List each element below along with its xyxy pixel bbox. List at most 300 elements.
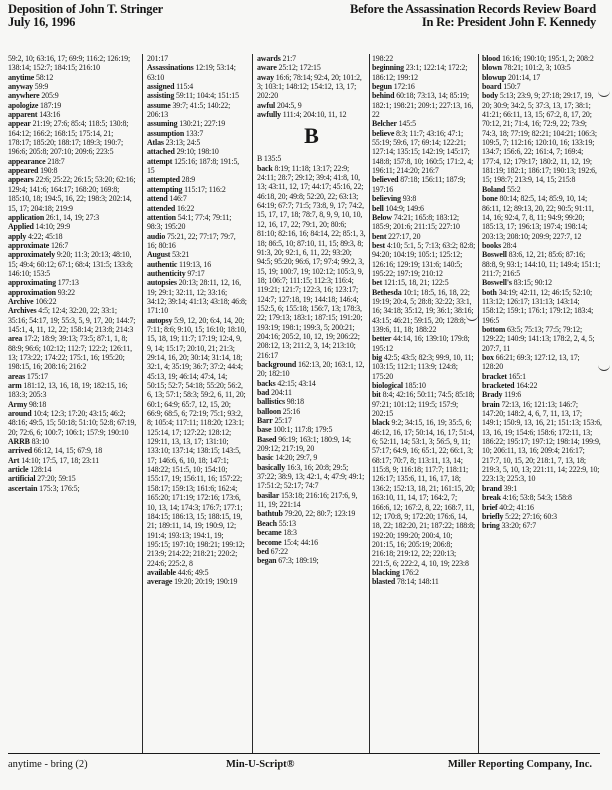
header-right — [350, 3, 596, 29]
page-line-refs: 9:2; 34:15, 16, 19; 35:5, 6; 46:12, 16, 17; 50:14, 16, 17; 51:4, 6; 52:11, 14; 53:1, 3; 56:5, 9, 11; 57:17; 64:9, 16; 65:1, 22; 66:1, 3; 68:17; 70:7, 8; 113:11, 13, 14; 115:8, 9; 116:18; 117:7; 118:11; 126:17; 135:6, 11, 16, 17, 18; 136:2; 152:13, 18, 21; 161:15, 20; 163:10, 11, 14, 17; 164:2, 7; 166:6, 12; 167:2, 8, 22; 168:7, 11, 12; 170:8, 9; 172:20; 176:6, 14, 18, 22; 182:20, 21; 187:22; 188:8; 192:20; 199:20; 200:4, 10; 201:15, 16; 205:19; 206:8; 216:18; 219:12, 22; 220:13; 221:5, 6; 222:2, 4, 10, 19; 223:8 — [372, 418, 475, 568]
page-line-refs: 97:17 — [187, 268, 205, 278]
index-entry — [147, 316, 247, 568]
page-line-refs: 22:6; 25:22; 26:15; 53:20; 62:16; 129:4; 141:6; 164:17; 168:20; 169:8; 185:10, 18; 194:5, 16, 22; 198:3; 202:14, 15, 17; 204:18; 219:9 — [8, 175, 136, 213]
index-entry — [8, 456, 137, 465]
proceeding-title: Before the Assassination Records Review Board — [350, 2, 596, 16]
index-term: brief — [482, 502, 498, 512]
index-term: attempt — [147, 156, 173, 166]
index-term: anyway — [8, 82, 33, 92]
index-entry — [147, 147, 247, 156]
index-term: average — [147, 577, 173, 587]
page-line-refs: 198:22 — [372, 54, 394, 63]
page-line-refs: 25:16 — [282, 406, 301, 416]
index-term: appearance — [8, 156, 46, 166]
page-line-refs: 10:4; 12:3; 17:20; 43:15; 46:2; 48:16; 49:5, 15; 50:18; 51:10; 52:8; 67:19, 20; 72:6, 6; 100:7; 106:1; 157:9; 190:10 — [8, 409, 137, 437]
index-entry — [482, 73, 602, 82]
page-line-refs: 204:5, 9 — [276, 100, 302, 110]
index-term: application — [8, 212, 45, 222]
page-line-refs: 75:21, 22; 77:17; 79:7, 16; 80:16 — [147, 231, 236, 250]
page-line-refs: 12:19; 53:14; 63:10 — [147, 63, 236, 82]
page-line-refs: 42:5; 43:5; 82:3; 99:9, 10, 11; 103:15; 112:1; 113:9; 124:8; 175:20 — [372, 353, 474, 381]
page-line-refs: 130:21; 227:19 — [179, 119, 226, 129]
index-entry — [482, 250, 602, 278]
case-title: In Re: President John F. Kennedy — [421, 15, 596, 29]
index-term: assigned — [147, 82, 175, 92]
page-line-refs: 67:22 — [270, 546, 288, 556]
index-entry — [8, 157, 137, 166]
page-line-refs: 16:16; 190:10; 195:1, 2; 208:2 — [501, 54, 594, 63]
index-term: blowup — [482, 72, 507, 82]
index-entry — [372, 194, 476, 203]
index-term: bet — [372, 278, 383, 288]
page-line-refs: 201:17 — [147, 54, 169, 63]
page-line-refs: 21:19; 27:6; 85:4; 118:5; 130:8; 164:12; 166:2; 168:15; 175:14, 21; 178:17; 185:20; 188:17; 189:3; 190:7; 196:6; 205:8; 207:10; 209:6; 223:5 — [8, 119, 129, 157]
page-line-refs: 177:13 — [57, 278, 79, 288]
page-line-refs: 23:13; 24:5 — [165, 138, 201, 148]
index-term: assuming — [147, 119, 178, 129]
index-entry — [372, 568, 476, 577]
page-line-refs: 128:14 — [30, 465, 52, 475]
column-divider — [252, 54, 253, 754]
page-line-refs: 67:3; 189:19; — [278, 556, 319, 566]
page-line-refs: 14:10; 29:9 — [35, 222, 71, 232]
index-term: become — [257, 537, 282, 547]
index-term: bell — [372, 203, 384, 213]
index-term: believed — [372, 175, 399, 185]
index-entry — [482, 63, 602, 72]
index-entry — [482, 521, 602, 530]
index-entry — [257, 556, 366, 565]
page-line-refs: 5:13; 23:9, 9; 27:18; 29:17, 19, 20; 30:9; 34:2, 5; 37:3, 13, 17; 38:1; 41:21; 66:11, 13, 15; 67:2, 8, 17, 20; 70:12, 21; 71:4, 16; 72:9, 22; 73:9; 74:3, 18; 77:19; 82:21; 104:21; 106:3; 109:5, 7; 112:16; 120:10, 16; 133:19; 134:7; 156:6, 22; 161:4, 7; 169:4; 177:4, 12; 179:17; 180:2, 11, 12, 19; 181:19; 182:1; 186:17; 190:13; 192:6, 15; 198:7; 213:9, 14, 15; 215:8 — [482, 91, 597, 185]
reporting-company: Miller Reporting Company, Inc. — [447, 759, 592, 770]
index-entry — [147, 278, 247, 315]
page-line-refs: 165:1 — [508, 371, 526, 381]
index-term: believing — [372, 194, 401, 204]
page-line-refs: 16:22 — [177, 203, 195, 213]
index-term: apologize — [8, 100, 39, 110]
index-term: bone — [482, 194, 498, 204]
index-term: appeared — [8, 166, 39, 176]
page-line-refs: 60:18; 73:13, 14; 85:19; 182:1; 198:21; 209:1; 227:13, 16, 22 — [372, 91, 474, 120]
index-term: Boswell — [482, 250, 507, 260]
index-entry — [257, 63, 366, 72]
index-term: Army — [8, 399, 28, 409]
page-line-refs: 26:1, 14, 19; 27:3 — [45, 212, 100, 222]
index-entry — [8, 437, 137, 446]
index-entry — [147, 260, 247, 269]
index-entry — [372, 119, 476, 128]
index-entry — [257, 110, 366, 119]
page-line-refs: 74:21; 165:8; 183:12; 185:9; 201:6; 211:15; 227:10 — [372, 212, 460, 232]
index-term: around — [8, 409, 32, 419]
index-term: break — [482, 493, 501, 503]
index-term: authenticity — [147, 268, 186, 278]
page-line-refs: 4:10; 5:1, 5; 7:13; 63:2; 82:8; 94:20; 104:19; 105:1; 125:12; 126:16; 129:19; 131:6; 140:5; 195:22; 197:19; 210:12 — [372, 240, 476, 278]
page-line-refs: 20:13; 28:11, 12, 16, 19; 29:1; 32:11, 12; 33:16; 34:12; 39:14; 41:13; 43:18; 46:8; 171:10 — [147, 278, 247, 316]
index-term: anytime — [8, 72, 35, 82]
index-entry — [8, 241, 137, 250]
index-entry — [482, 185, 602, 194]
page-line-refs: 9:20; 11:3; 20:13; 48:10, 15; 49:4; 60:12; 67:1; 68:4; 131:5; 133:8; 146:10; 153:5 — [8, 250, 133, 278]
index-entry — [8, 119, 137, 156]
index-term: apparent — [8, 110, 38, 120]
index-term: anywhere — [8, 91, 40, 101]
page-line-refs: 153:18; 216:16; 217:6, 9, 11, 19; 221:14 — [257, 490, 358, 510]
index-entry — [482, 372, 602, 381]
index-term: brand — [482, 483, 502, 493]
index-term: August — [147, 250, 171, 260]
page-line-refs: 172:16 — [393, 82, 415, 92]
index-term: background — [257, 359, 297, 369]
page-line-refs: 40:2; 41:16 — [499, 502, 534, 512]
index-term: appear — [8, 119, 31, 129]
page-line-refs: 119:13, 16 — [179, 259, 212, 269]
index-entry — [257, 73, 366, 101]
index-entry — [257, 54, 366, 63]
index-entry — [147, 101, 247, 120]
index-term: approximate — [8, 240, 50, 250]
index-term: assisting — [147, 91, 175, 101]
page-line-refs: 143:16 — [39, 110, 61, 120]
index-entry — [8, 278, 137, 287]
page-line-refs: 66:21; 69:3; 127:12, 13, 17; 128:20 — [482, 353, 580, 372]
index-term: arm — [8, 381, 22, 391]
index-entry — [482, 484, 602, 493]
page-line-refs: 63:5; 75:13; 77:5; 79:12; 129:22; 140:9; 141:13; 178:2, 2, 4, 5; 207:7, 11 — [482, 324, 595, 353]
page-line-refs: 162:13, 20; 163:1, 12, 20; 182:10 — [257, 359, 365, 379]
index-term: Barr — [257, 416, 273, 426]
page-line-refs: 115:17; 116:2 — [184, 184, 226, 194]
page-line-refs: 111:4; 204:10, 11, 12 — [282, 110, 347, 120]
index-term: best — [372, 240, 385, 250]
page-line-refs: 8:4; 42:16; 50:11; 74:5; 85:18; 97:21; 101:12; 119:5; 157:9; 202:15 — [372, 390, 475, 419]
page-range: anytime - bring (2) — [8, 759, 88, 770]
index-term: back — [257, 163, 273, 173]
index-entry — [257, 425, 366, 434]
index-entry — [8, 101, 137, 110]
index-entry — [482, 353, 602, 372]
page-line-refs: 96:19; 163:1; 180:9, 14; 209:12; 217:19, 20 — [257, 434, 351, 454]
index-entry — [8, 465, 137, 474]
index-entry — [482, 503, 602, 512]
index-entry — [482, 278, 602, 287]
page-line-refs: 164:22 — [516, 381, 538, 391]
page-line-refs: 5:9, 12, 20; 6:4, 14, 20; 7:11; 8:6; 9:10, 15; 16:10; 18:10, 15, 18, 19; 11:7; 17:19; 12:4, 9, 9, 14; 15:17; 20:10, 21; 21:3; 29:14, 16, 20; 30:14; 31:14, 18; 32:1, 4; 35:19; 36:7; 37:2; 44:4; 45:13, 19; 46:14; 47:4, 14; 50:15; 52:7; 54:18; 55:20; 56:2, 6, 13; 57:1; 58:3; 59:2, 6, 11, 20; 60:1; 64:9; 65:7, 12, 15, 20; 66:9; 68:5, 6; 72:19; 75:1; 93:2, 8; 105:4; 117:11; 118:20; 123:1; 125:14, 17; 127:22; 128:12; 129:11, 13, 13, 17; 131:10; 133:10; 137:14; 138:15; 143:5, 17; 146:6, 6, 10, 18; 147:1; 148:22; 151:5, 10; 154:10; 155:17, 19; 156:11, 16; 157:22; 158:17; 159:13; 161:6; 162:4; 165:20; 171:19; 172:16; 173:6, 10, 13, 14; 174:3; 176:7; 177:1; 184:15; 186:13, 15; 188:15, 19, 21; 189:11, 14, 19; 190:9, 12; 191:4; 193:13; 194:1, 19; 195:15; 197:10; 198:21; 199:12; 213:9; 214:22; 218:21; 220:2; 224:6; 225:2, 8 — [147, 315, 247, 568]
index-entry — [372, 204, 476, 213]
index-entry — [482, 400, 602, 484]
column-divider — [369, 54, 370, 754]
page-line-refs: 133:7 — [185, 128, 204, 138]
index-term: basic — [257, 453, 274, 463]
page-line-refs: 145:5 — [398, 119, 416, 129]
page-line-refs: 4:16; 53:8; 54:3; 158:8 — [502, 493, 572, 503]
index-entry — [8, 288, 137, 297]
index-term: basilar — [257, 490, 280, 500]
page-line-refs: 187:19 — [40, 100, 62, 110]
index-entry — [372, 278, 476, 287]
index-term: beginning — [372, 63, 404, 73]
index-entry — [147, 119, 247, 128]
index-term: brain — [482, 399, 500, 409]
index-entry — [257, 453, 366, 462]
page-line-refs: 8:3; 11:7; 43:16; 47:1; 55:19; 59:6, 17; 69:14; 122:21; 127:14; 135:15; 142:19; 145:17; 148:8; 157:8, 10; 160:5; 171:2, 4; 196:11; 214:20; 216:7 — [372, 128, 474, 176]
page-line-refs: 33:20; 67:7 — [501, 521, 537, 531]
index-term: blown — [482, 63, 502, 73]
index-entry — [147, 91, 247, 100]
index-entry — [372, 54, 476, 63]
index-term: attended — [147, 203, 176, 213]
index-term: begun — [372, 82, 392, 92]
index-term: ballistics — [257, 397, 285, 407]
page-line-refs: 146:7 — [169, 194, 187, 204]
index-entry — [372, 288, 476, 335]
index-entry — [372, 129, 476, 176]
index-term: bent — [372, 231, 387, 241]
index-entry — [257, 519, 366, 528]
page-line-refs: 83:10 — [31, 437, 49, 447]
section-letter: B — [304, 123, 319, 149]
index-entry — [372, 418, 476, 568]
index-entry — [257, 388, 366, 397]
page-line-refs: 66:12, 14, 15; 67:9, 18 — [33, 446, 102, 456]
page-line-refs: 150:7 — [503, 82, 521, 92]
index-term: behind — [372, 91, 395, 101]
index-entry — [8, 82, 137, 91]
page-line-refs: 54:1; 77:4; 79:11; 98:3; 195:20 — [147, 212, 232, 232]
page-line-refs: 205:9 — [41, 91, 59, 101]
index-term: away — [257, 72, 274, 82]
index-entry — [482, 381, 602, 390]
index-column-3 — [257, 54, 366, 752]
page-line-refs: 227:17, 20 — [388, 231, 421, 241]
page-line-refs: 58:12 — [35, 72, 54, 82]
index-term: appears — [8, 175, 34, 185]
page-line-refs: 55:13 — [278, 518, 296, 528]
page-line-refs: B 135:5 — [257, 154, 282, 164]
index-entry — [482, 241, 602, 250]
index-entry — [8, 91, 137, 100]
index-term: autopsy — [147, 315, 173, 325]
index-entry — [372, 91, 476, 119]
index-term: backs — [257, 378, 276, 388]
page-line-refs: 25:17 — [274, 416, 292, 426]
index-term: became — [257, 528, 282, 538]
page-line-refs: 80:14; 82:5, 14; 85:9, 10, 14; 86:11, 12; 89:13, 20, 22; 90:5; 91:11, 14, 16; 92:4, 7, 8, 11; 94:9; 99:20; 185:13, 17; 196:13; 197:4; 198:14; 203:13; 208:10; 209:9; 227:7, 12 — [482, 194, 594, 241]
index-term: began — [257, 556, 277, 566]
index-entry — [482, 493, 602, 502]
page-line-refs: 72:13, 16; 121:13; 146:7; 147:20; 148:2, 4, 6, 7, 11, 13, 17; 149:1; 150:9, 13, 16, 21; 151:13; 153:6, 13, 16, 19; 154:6; 158:6; 172:11, 13; 186:22; 195:17; 197:12; 198:14; 199:9, 10; 206:11, 13, 16; 209:4; 216:17; 217:7, 10, 15, 20; 218:1, 7, 13, 18; 219:3, 5, 10, 13; 221:11, 14; 222:9, 10; 223:13; 225:3, 10 — [482, 399, 602, 484]
header-left — [8, 3, 208, 29]
page-line-refs: 5:22; 27:16; 60:3 — [505, 511, 557, 521]
index-term: Boswell's — [482, 278, 512, 288]
page-line-refs: 185:10 — [404, 381, 426, 391]
index-entry — [372, 577, 476, 586]
index-entry — [147, 204, 247, 213]
index-entry — [8, 73, 137, 82]
page-line-refs: 121:15, 18, 21; 122:5 — [383, 278, 449, 288]
index-entry — [372, 232, 476, 241]
page-line-refs: 34:19; 42:11, 12; 46:15; 52:10; 113:12; 126:17; 131:13; 143:14; 158:12; 159:1; 176:1; 179:12; 183:4; 196:5 — [482, 287, 594, 325]
page-line-refs: 78:14; 148:11 — [396, 577, 439, 587]
index-entry — [257, 435, 366, 454]
index-term: bed — [257, 546, 269, 556]
index-entry — [8, 306, 137, 334]
page-line-refs: 55:2 — [507, 184, 521, 194]
index-entry — [257, 528, 366, 537]
index-entry — [147, 138, 247, 147]
page-line-refs: 218:7 — [47, 156, 65, 166]
index-term: audio — [147, 231, 166, 241]
page-line-refs: 119:6 — [504, 390, 522, 400]
index-entry — [8, 232, 137, 241]
index-term: Archives — [8, 306, 37, 316]
index-entry — [147, 175, 247, 184]
index-term: attention — [147, 212, 176, 222]
index-term: Art — [8, 455, 20, 465]
page-line-refs: 15:4; 44:16 — [283, 537, 318, 547]
index-term: ascertain — [8, 483, 38, 493]
page-line-refs: 115:4 — [176, 82, 194, 92]
page-line-refs: 59:9 — [34, 82, 49, 92]
index-term: authentic — [147, 259, 178, 269]
index-entry — [8, 409, 137, 437]
index-entry — [8, 222, 137, 231]
index-entry — [147, 185, 247, 194]
index-entry — [8, 381, 137, 400]
index-entry — [147, 157, 247, 176]
index-term: apply — [8, 231, 27, 241]
index-entry — [482, 512, 602, 521]
page-line-refs: 28:9 — [181, 175, 196, 185]
index-term: Bethesda — [372, 287, 402, 297]
index-entry — [257, 491, 366, 510]
index-term: Archive — [8, 296, 34, 306]
page-line-refs: 100:1; 117:8; 179:5 — [273, 425, 333, 435]
index-term: attend — [147, 194, 168, 204]
page-line-refs: 14:20; 29:7, 9 — [275, 453, 318, 463]
index-entry — [147, 213, 247, 232]
page-line-refs: 98:18 — [286, 397, 304, 407]
page-line-refs: 16:6; 78:14; 92:4, 20; 101:2, 3; 103:1; 148:12; 154:12, 13, 17; 202:20 — [257, 72, 362, 101]
page-line-refs: 19:20; 20:19; 190:19 — [174, 577, 238, 587]
page-line-refs: 4:5; 12:4; 32:20, 22; 33:1; 35:16; 54:17, 19; 55:3, 5, 9, 17, 20; 144:7; 145:1, 4, 11, 12, 22; 158:14; 213:8; 214:3 — [8, 306, 136, 334]
page-line-refs: 18:3 — [283, 528, 297, 538]
index-entry — [482, 288, 602, 325]
index-entry — [8, 446, 137, 455]
page-line-refs: 8:19; 11:18; 13:17; 22:9; 24:11; 28:7; 29:12; 39:4; 41:8, 10, 13; 43:11, 12, 17; 44:17; 45:16, 22; 46:18, 20; 49:8; 52:20, 22; 63:13; 64:19; 67:7; 71:5; 73:8, 9, 17; 74:2, 15, 17, 17, 18; 78:7, 8, 9, 9, 10, 10, 12, 16, 17, 22; 79:1, 20; 80:6; 81:10; 82:16, 16; 84:14, 22; 85:1, 3, 18; 86:5, 10; 87:10, 11, 15; 89:3, 8; 91:3, 20; 92:1, 6, 11, 22; 93:20; 94:5; 95:20; 96:6, 17; 97:4; 99:2, 3, 15, 19; 100:7, 19; 102:12; 105:3, 9, 18; 106:7; 111:15; 112:3; 116:4; 119:21; 121:7; 122:3, 16; 123:17; 124:7; 127:18, 19; 144:18; 146:4; 152:5, 6; 155:18; 156:7, 13; 178:3, 22; 179:13; 183:1; 187:15; 191:20; 193:19; 198:1; 199:3, 5; 200:21; 204:16; 205:2, 10, 12, 19; 206:22; 208:12, 13; 211:2, 3, 14; 213:10; 216:17 — [257, 163, 366, 360]
page-line-refs: 21:7 — [282, 54, 296, 63]
index-term: biological — [372, 381, 403, 391]
index-entry — [257, 164, 366, 360]
deponent-title: Deposition of John T. Stringer — [8, 2, 164, 16]
index-entry — [147, 232, 247, 251]
pen-mark — [598, 88, 610, 97]
index-term: believe — [372, 128, 395, 138]
index-entry — [482, 194, 602, 241]
index-entry — [147, 269, 247, 278]
page-line-refs: 14:10; 17:5, 17, 18; 23:11 — [21, 455, 100, 465]
index-term: aware — [257, 63, 277, 73]
page-line-refs: 204:11 — [271, 388, 292, 397]
index-column-1 — [8, 54, 137, 752]
index-entry — [372, 390, 476, 418]
index-entry — [8, 213, 137, 222]
index-entry — [8, 166, 137, 175]
page-line-refs: 98:18 — [28, 399, 47, 409]
page-line-refs: 175:3; 176:5; — [39, 483, 80, 493]
index-entry — [482, 82, 602, 91]
index-term: ARRB — [8, 437, 30, 447]
index-entry — [8, 334, 137, 371]
index-term: Applied — [8, 222, 34, 232]
page-line-refs: 42:15; 43:14 — [277, 378, 316, 388]
index-term: both — [482, 287, 497, 297]
page-line-refs: 83:6, 12, 21; 85:6; 87:16; 88:8, 9; 93:1; 144:10, 11; 149:4; 151:1; 211:7; 216:5 — [482, 250, 601, 278]
index-entry — [147, 250, 247, 259]
index-term: Belcher — [372, 119, 397, 129]
page-line-refs: 126:7 — [51, 240, 69, 250]
index-entry — [147, 63, 247, 82]
pen-mark — [466, 312, 478, 321]
page-line-refs: 79:20, 22; 80:7; 123:19 — [284, 509, 356, 519]
index-term: arrived — [8, 446, 32, 456]
index-term: area — [8, 334, 23, 344]
index-term: blood — [482, 54, 501, 63]
index-term: Based — [257, 434, 277, 444]
index-entry — [8, 400, 137, 409]
page-line-refs: 201:14, 17 — [507, 72, 541, 82]
index-column-2 — [147, 54, 247, 752]
index-term: autopsies — [147, 278, 177, 288]
page-line-refs: 59:11; 104:4; 151:15 — [175, 91, 239, 101]
page-line-refs: 176:2 — [401, 567, 419, 577]
index-term: Below — [372, 212, 392, 222]
index-term: article — [8, 465, 29, 475]
index-entry — [257, 379, 366, 388]
page-line-refs: 59:2, 10; 63:16, 17; 69:9; 116:2; 126:19; 138:14; 152:7; 184:15; 216:10 — [8, 54, 131, 73]
index-entry — [8, 175, 137, 212]
index-term: bracket — [482, 371, 507, 381]
index-column-4 — [372, 54, 476, 752]
page-line-refs: 28:4 — [502, 240, 517, 250]
index-term: approximately — [8, 250, 56, 260]
page-line-refs: 44:14, 16; 139:10; 179:8; 195:12 — [372, 334, 470, 353]
page-line-refs: 78:21; 101:2, 3; 103:5 — [503, 63, 571, 73]
index-entry — [147, 194, 247, 203]
index-entry — [147, 129, 247, 138]
index-term: bathtub — [257, 509, 283, 519]
index-entry — [257, 538, 366, 547]
index-term: body — [482, 91, 499, 101]
index-entry — [8, 484, 137, 493]
index-entry — [8, 297, 137, 306]
index-term: Boland — [482, 184, 506, 194]
page-line-refs: 17:2; 18:9; 39:13; 73:5; 87:1, 1, 8; 88:9; 96:6; 102:12; 112:7; 122:2; 126:11, 13; 173:22; 174:22; 175:1, 16; 195:20; 198:15, 16; 208:16; 216:2 — [8, 334, 132, 372]
page-line-refs: 181:12, 13, 16, 18, 19; 182:15, 16; 183:3; 205:3 — [8, 381, 128, 400]
index-entry — [147, 568, 247, 577]
index-term: bad — [257, 388, 270, 397]
index-entry — [372, 82, 476, 91]
page-line-refs: 27:20; 59:15 — [37, 474, 76, 484]
index-term: attempted — [147, 175, 180, 185]
page-line-refs: 190:8 — [40, 166, 58, 176]
index-entry — [372, 334, 476, 353]
page-line-refs: 10:1; 18:5, 16, 18, 22; 19:19; 20:4, 5; 28:8; 32:22; 33:1, 16; 34:18; 35:12, 19; 36:1; 38:16; 43:15; 46:21; 59:15, 20; 128:8; 139:6, 11, 18; 188:22 — [372, 287, 474, 334]
column-divider — [478, 54, 479, 754]
index-entry — [257, 397, 366, 406]
index-term: bracketed — [482, 381, 515, 391]
index-term: bring — [482, 521, 500, 531]
